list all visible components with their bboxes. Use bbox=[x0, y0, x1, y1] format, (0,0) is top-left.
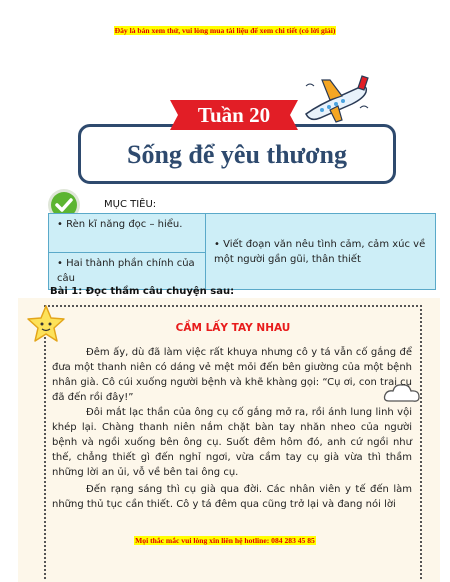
objective-cell: • Hai thành phần chính của câu bbox=[49, 253, 206, 290]
objective-item: Hai thành phần chính của câu bbox=[57, 258, 195, 284]
page-title: Sống để yêu thương bbox=[127, 140, 347, 169]
story-paragraph: Đôi mắt lạc thần của ông cụ cố gắng mở ra, rồi ánh lung linh vội khép lại. Chàng thanh niên nắm chặt bàn tay nhăn nheo của người bệnh và ngồi xuống bên ông cụ. Suốt đêm hôm đó, anh cứ ngồi như thế, chẳng thiết gì đến nghỉ ngơi, vừa cầm tay cụ già vừa thì thầm những lời an ủi, vỗ về bên tai ông cụ. bbox=[52, 407, 412, 478]
objectives-table bbox=[48, 213, 436, 290]
objectives-label: MỤC TIÊU: bbox=[104, 199, 157, 210]
objective-cell: • Rèn kĩ năng đọc – hiểu. bbox=[49, 214, 206, 253]
objective-item: Rèn kĩ năng đọc – hiểu. bbox=[66, 219, 183, 230]
hotline-notice: Mọi thắc mắc vui lòng xin liên hệ hotline: 084 283 45 85 bbox=[135, 536, 315, 545]
objective-item: Viết đoạn văn nêu tình cảm, cảm xúc về một người gần gũi, thân thiết bbox=[214, 238, 426, 265]
exercise-title: Bài 1: Đọc thầm câu chuyện sau: bbox=[50, 286, 235, 297]
story-title: CẦM LẤY TAY NHAU bbox=[175, 322, 291, 334]
story-paragraph: Đến rạng sáng thì cụ già qua đời. Các nhân viên y tế đến làm những thủ tục cần thiết. Cô y tá đêm qua cũng trở lại và đang nói lời bbox=[52, 484, 412, 510]
objective-cell: • Viết đoạn văn nêu tình cảm, cảm xúc về một người gần gũi, thân thiết bbox=[206, 214, 436, 290]
week-label: Tuần 20 bbox=[197, 103, 271, 127]
story-paragraph: Đêm ấy, dù đã làm việc rất khuya nhưng cô y tá vẫn cố gắng để đưa một thanh niên có dáng vẻ mệt mỏi đến bên giường của một bệnh nhân già. Cô cúi xuống người bệnh và khẽ khàng gọi: “Cụ ơi, con trai cụ đã đến rồi đây!” bbox=[52, 347, 412, 403]
airplane-icon bbox=[300, 74, 372, 124]
preview-notice: Đây là bản xem thử, vui lòng mua tài liệu để xem chi tiết (có lời giải) bbox=[114, 26, 336, 35]
